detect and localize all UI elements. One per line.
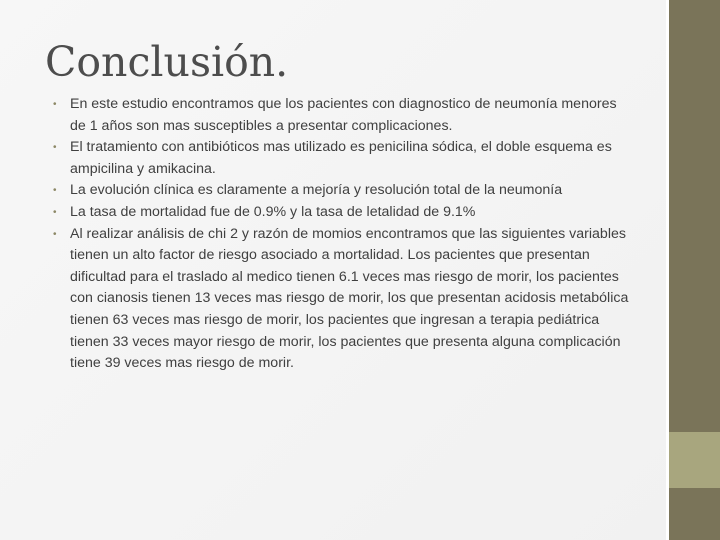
bullet-dot-icon: • xyxy=(53,185,57,197)
bullet-item xyxy=(52,202,632,224)
bullet-dot-icon: • xyxy=(53,228,57,240)
bullet-dot-icon: • xyxy=(53,99,57,110)
bullet-text: Al realizar análisis de chi 2 y razón de momios encontramos que las siguientes variables tienen un alto factor de riesgo asociado a mortalidad. Los pacientes que presentan dificultad para el traslado al medico tienen 6.1 veces mas riesgo de morir, los pacientes con cianosis tienen 13 veces mas riesgo de morir, los que presentan acidosis metabólica tienen 63 veces mas riesgo de morir, los pacientes que ingresan a terapia pediátrica tienen 33 veces mayor riesgo de morir, los pacientes que presenta alguna complicación tiene 39 veces mas riesgo de morir. xyxy=(70,225,629,372)
bullet-text: La evolución clínica es claramente a mejoría y resolución total de la neumonía xyxy=(70,182,563,199)
bullet-dot-icon: • xyxy=(53,206,57,218)
bullet-dot-icon: • xyxy=(53,142,57,154)
bullet-list xyxy=(52,94,632,375)
bullet-item xyxy=(52,180,632,202)
bullet-item xyxy=(52,94,632,137)
bullet-text: La tasa de mortalidad fue de 0.9% y la tasa de letalidad de 9.1% xyxy=(70,203,476,220)
decorative-side-accent xyxy=(669,432,720,488)
slide-title: Conclusión. xyxy=(45,38,289,86)
bullet-text: El tratamiento con antibióticos mas utilizado es penicilina sódica, el doble esquema es ampicilina y amikacina. xyxy=(70,139,612,177)
bullet-text: En este estudio encontramos que los pacientes con diagnostico de neumonía menores de 1 años son mas susceptibles a presentar complicaciones. xyxy=(70,96,617,134)
bullet-item xyxy=(52,137,632,180)
bullet-item xyxy=(52,224,632,375)
